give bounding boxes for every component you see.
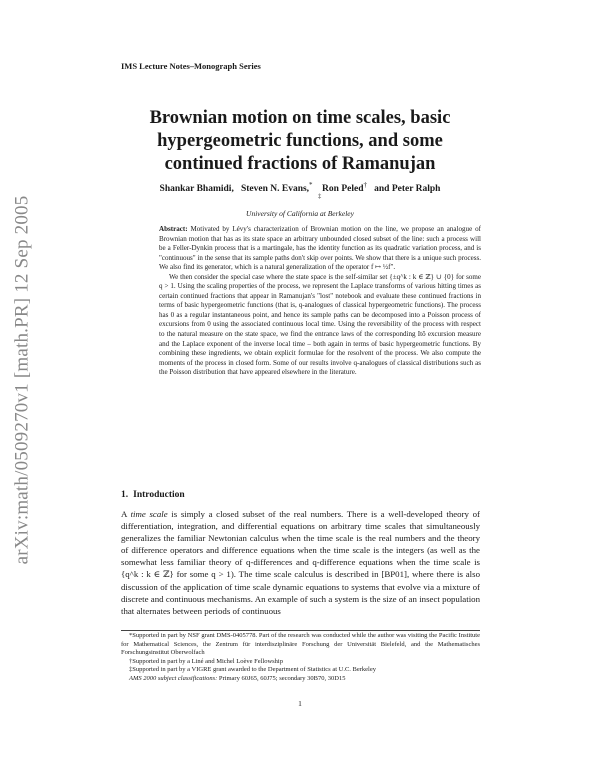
intro-lead: A	[121, 509, 131, 519]
intro-text: is simply a closed subset of the real numbers. There is a well-developed theory of differentiation, integration, and differential equations on arbitrary time scales that simultaneously generalizes the familiar Newtonian calculus when the time scale is the real numbers and the theory of difference operators and difference equations when the time scale is the integers (as well as the somewhat less familiar theory of q-differences and q-difference equations when the time scale is {q^k : k ∈ ℤ} for some q > 1). The time scale calculus is described in [BP01], where there is also discussion of the application of time scale dynamic equations to systems that evolve via a mixture of discrete and continuous mechanisms. An example of such a system is the size of an insect population that alternates between periods of continuous	[121, 509, 480, 616]
ams-classification	[121, 675, 480, 684]
author-conjunction: and	[374, 184, 390, 195]
abstract-label: Abstract:	[159, 225, 188, 233]
footnote: †Supported in part by a Liné and Michel Loève Fellowship	[129, 657, 283, 665]
section-title: Introduction	[133, 490, 185, 500]
series-name: IMS Lecture Notes–Monograph Series	[121, 61, 261, 71]
ams-text: Primary 60J65, 60J75; secondary 30B70, 30D15	[217, 674, 346, 682]
abstract-text: Motivated by Lévy's characterization of Brownian motion on the line, we propose an analogue of Brownian motion that has as its state space an arbitrary unbounded closed subset of the line: such a process will be a Feller-Dynkin process that is a martingale, has the identity function as its quadratic variation process, and is "continuous" in the sense that its sample paths don't skip over points. We show that there is a unique such process. We also find its generator, which is a natural generalization of the operator f ↦ ½f″.	[159, 225, 481, 272]
paper-title	[100, 107, 500, 176]
footnote: ‡Supported in part by a VIGRE grant awarded to the Department of Statistics at U.C. Berkeley	[129, 666, 376, 674]
abstract-paragraph	[159, 273, 481, 378]
footnote-mark: ‡	[318, 193, 322, 200]
footnotes	[121, 632, 480, 684]
intro-paragraph	[121, 508, 480, 617]
title-line: continued fractions of Ramanujan	[164, 154, 436, 174]
section-number: 1.	[121, 490, 129, 500]
footnote-mark: †	[363, 181, 367, 189]
intro-emphasis: time scale	[130, 509, 168, 519]
footnote: *Supported in part by NSF grant DMS-0405778. Part of the research was conducted while the author was visiting the Pacific Institute for Mathematical Sciences, the Zentrum für interdisziplinäre Forschung der Universität Bielefeld, and the Mathematisches Forschungsinstitut Oberwolfach	[121, 632, 480, 657]
footnote-mark: *	[309, 181, 313, 189]
author-name: Ron Peled	[322, 184, 364, 195]
title-line: hypergeometric functions, and some	[157, 131, 443, 151]
page-number: 1	[298, 699, 302, 708]
ams-label: AMS 2000 subject classifications:	[129, 674, 218, 682]
author-list	[120, 181, 480, 194]
arxiv-stamp-text: arXiv:math/0509270v1 [math.PR] 12 Sep 2005	[11, 195, 32, 565]
intro-body	[121, 508, 480, 617]
abstract-paragraph	[159, 225, 481, 273]
abstract	[159, 225, 481, 378]
author-name: Steven N. Evans,	[240, 184, 310, 195]
abstract-text: We then consider the special case where the state space is the self-similar set {±q^k : k ∈ ℤ} ∪ {0} for some q > 1. Using the scaling properties of the process, we represent the Laplace transforms of various hitting times as certain continued fractions that appear in Ramanujan's "lost" notebook and evaluate these continued fractions in terms of basic hypergeometric functions (that is, q-analogues of classical hypergeometric functions). The process has 0 as a regular instantaneous point, and hence its sample paths can be decomposed into a Poisson process of excursions from 0 using the associated continuous local time. Using the reversibility of the process with respect to the natural measure on the state space, we find the entrance laws of the corresponding Itô excursion measure and the Laplace exponent of the inverse local time – both again in terms of basic hypergeometric functions. By combining these ingredients, we obtain explicit formulae for the resolvent of the process. We also compute the moments of the process in closed form. Some of our results involve q-analogues of classical distributions such as the Poisson distribution that have appeared elsewhere in the literature.	[159, 272, 481, 377]
affiliation: University of California at Berkeley	[246, 209, 354, 218]
title-line: Brownian motion on time scales, basic	[149, 108, 451, 128]
author-name: Shankar Bhamidi,	[159, 184, 234, 195]
author-name: Peter Ralph	[391, 184, 441, 195]
footnote-rule	[121, 630, 480, 631]
section-heading	[121, 490, 185, 500]
arxiv-stamp	[6, 160, 38, 600]
